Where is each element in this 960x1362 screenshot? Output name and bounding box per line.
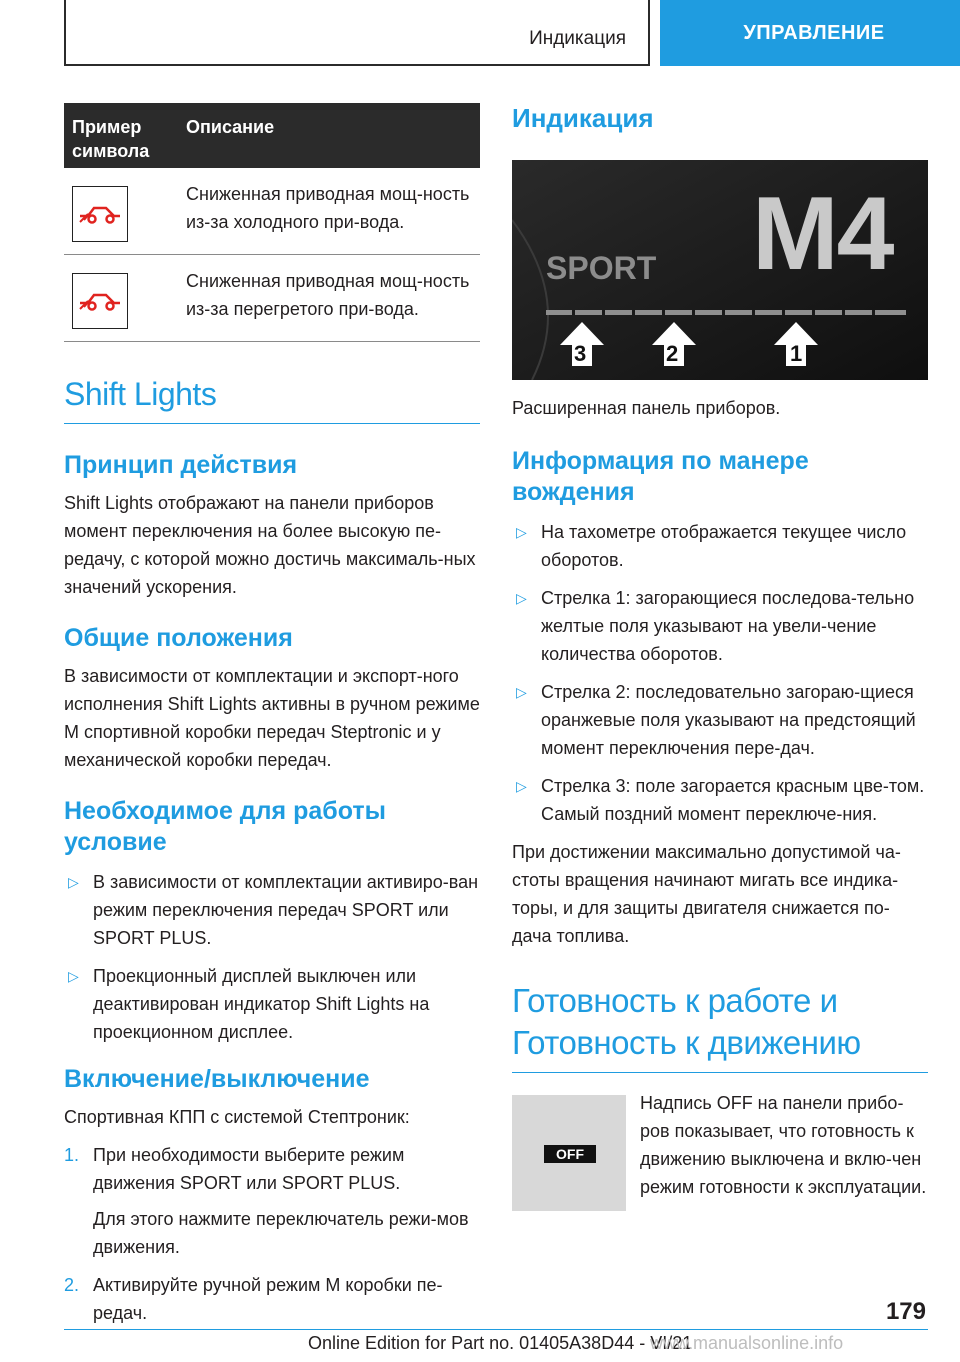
list-item-text: Стрелка 3: поле загорается красным цве-том. Самый поздний момент переключе-ния. bbox=[541, 776, 925, 824]
list-item bbox=[512, 678, 928, 762]
heading-readiness: Готовность к работе и Готовность к движению bbox=[512, 980, 928, 1073]
step-text: Активируйте ручной режим M коробки пе-редач. bbox=[93, 1275, 443, 1323]
list-item bbox=[512, 518, 928, 574]
footer-watermark: www.manualsonline.info bbox=[650, 1333, 844, 1353]
figure-gear-label: M4 bbox=[752, 176, 893, 292]
bullet-triangle-icon: ▷ bbox=[68, 968, 79, 984]
off-badge: OFF bbox=[544, 1145, 596, 1163]
list-item bbox=[512, 772, 928, 828]
table-cell-symbol bbox=[64, 180, 186, 242]
heading-general: Общие положения bbox=[64, 624, 293, 652]
table-row bbox=[64, 255, 480, 342]
heading-on-off: Включение/выключение bbox=[64, 1065, 370, 1093]
list-item bbox=[64, 962, 480, 1046]
footer-edition-text: Online Edition for Part no. 01405A38D44 - VI/21 bbox=[308, 1333, 693, 1353]
table-col-description: Описание bbox=[186, 117, 275, 137]
list-item-text: Стрелка 1: загорающиеся последова-тельно желтые поля указывают на увели-чение количества оборотов. bbox=[541, 588, 915, 664]
driving-info-list bbox=[512, 518, 928, 828]
bullet-triangle-icon: ▷ bbox=[516, 524, 527, 540]
off-indicator-figure bbox=[512, 1095, 626, 1211]
heading-driving-info: Информация по манере вождения bbox=[512, 447, 809, 506]
page-number: 179 bbox=[885, 1298, 926, 1325]
list-item bbox=[64, 1141, 480, 1261]
arrow-label-3: 3 bbox=[574, 341, 587, 366]
list-item bbox=[64, 868, 480, 952]
header-section-title: Индикация bbox=[529, 28, 626, 49]
table-header bbox=[64, 103, 480, 168]
step-number: 1. bbox=[64, 1145, 80, 1165]
paragraph-on-off: Спортивная КПП с системой Стептроник: bbox=[64, 1107, 410, 1127]
table-cell-description: Сниженная приводная мощ-ность из-за холодного при-вода. bbox=[186, 184, 470, 232]
heading-shift-lights: Shift Lights bbox=[64, 376, 480, 424]
table-cell-symbol bbox=[64, 267, 186, 329]
arrow-label-1: 1 bbox=[790, 341, 803, 366]
bullet-triangle-icon: ▷ bbox=[516, 778, 527, 794]
step-extra-text: Для этого нажмите переключатель режи-мов движения. bbox=[93, 1209, 469, 1257]
list-item-text: В зависимости от комплектации активиро-ван режим переключения передач SPORT или SPORT PLUS. bbox=[93, 872, 479, 948]
figure-mode-label: SPORT bbox=[546, 250, 657, 286]
table-col-symbol bbox=[64, 115, 186, 168]
footer-divider bbox=[64, 1329, 928, 1330]
step-number: 2. bbox=[64, 1275, 80, 1295]
list-item bbox=[64, 1271, 480, 1327]
paragraph-limit: При достижении максимально допустимой ча-стоты вращения начинают мигать все индика-торы, и для защиты двигателя снижается по-дача топлива. bbox=[512, 842, 901, 946]
steps-list bbox=[64, 1141, 480, 1327]
step-text: При необходимости выберите режим движения SPORT или SPORT PLUS. bbox=[93, 1145, 405, 1193]
car-reduced-power-cold-icon bbox=[72, 186, 128, 242]
list-item-text: На тахометре отображается текущее число оборотов. bbox=[541, 522, 907, 570]
table-col-symbol-line1: Пример bbox=[72, 117, 142, 137]
table-row bbox=[64, 168, 480, 255]
heading-principle: Принцип действия bbox=[64, 451, 298, 479]
instrument-cluster-figure bbox=[512, 160, 928, 380]
table-col-symbol-line2: символа bbox=[72, 141, 150, 161]
heading-requirements: Необходимое для работы условие bbox=[64, 797, 386, 856]
table-cell-description: Сниженная приводная мощ-ность из-за перегретого при-вода. bbox=[186, 271, 470, 319]
paragraph-off: Надпись OFF на панели прибо-ров показывает, что готовность к движению выключена и вклю-чен режим готовности к эксплуатации. bbox=[640, 1093, 927, 1197]
figure-caption: Расширенная панель приборов. bbox=[512, 398, 781, 418]
off-section bbox=[512, 1095, 928, 1211]
requirements-list bbox=[64, 868, 480, 1046]
bullet-triangle-icon: ▷ bbox=[68, 874, 79, 890]
bullet-triangle-icon: ▷ bbox=[516, 684, 527, 700]
right-column bbox=[512, 103, 928, 1211]
bullet-triangle-icon: ▷ bbox=[516, 590, 527, 606]
list-item-text: Стрелка 2: последовательно загораю-щиеся оранжевые поля указывают на предстоящий момент переключения пере-дач. bbox=[541, 682, 916, 758]
paragraph-principle: Shift Lights отображают на панели приборов момент переключения на более высокую пе-редачу, с которой можно достичь максималь-ных значений ускорения. bbox=[64, 493, 476, 597]
header-chapter-tab[interactable]: УПРАВЛЕНИЕ bbox=[660, 0, 960, 66]
paragraph-general: В зависимости от комплектации и экспорт-ного исполнения Shift Lights активны в ручном режиме M спортивной коробки передач Steptronic и у механической коробки передач. bbox=[64, 666, 480, 770]
arrow-label-2: 2 bbox=[666, 341, 679, 366]
car-reduced-power-hot-icon bbox=[72, 273, 128, 329]
list-item bbox=[512, 584, 928, 668]
left-column bbox=[64, 103, 480, 1337]
heading-indication: Индикация bbox=[512, 103, 654, 133]
list-item-text: Проекционный дисплей выключен или деактивирован индикатор Shift Lights на проекционном дисплее. bbox=[93, 966, 430, 1042]
footer-edition bbox=[308, 1333, 692, 1354]
